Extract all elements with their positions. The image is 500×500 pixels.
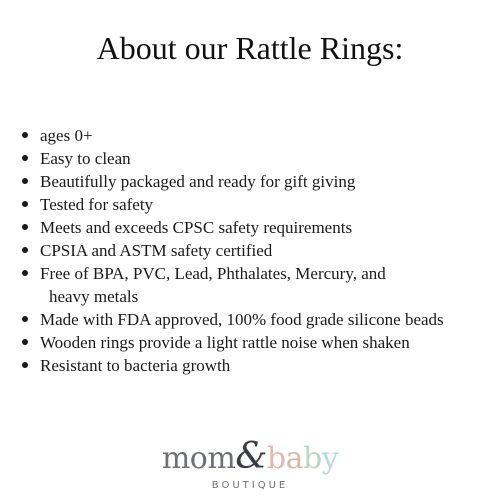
list-item — [22, 239, 492, 262]
list-item — [22, 193, 492, 216]
bullet-icon — [22, 155, 28, 161]
list-item-text: Made with FDA approved, 100% food grade silicone beads — [40, 310, 444, 329]
list-item — [22, 170, 492, 193]
logo-letter-b: b — [266, 441, 286, 476]
list-item-text: Tested for safety — [40, 195, 154, 214]
list-item-text: CPSIA and ASTM safety certified — [40, 241, 273, 260]
bullet-icon — [22, 316, 28, 322]
list-item — [22, 354, 492, 377]
list-item-text: Resistant to bacteria growth — [40, 356, 231, 375]
logo-letter-a: a — [285, 441, 303, 476]
logo-word-mom: mom — [161, 441, 236, 476]
list-item — [22, 331, 492, 354]
list-item — [22, 308, 492, 331]
list-item-text: Beautifully packaged and ready for gift giving — [40, 172, 356, 191]
list-item-text: Meets and exceeds CPSC safety requirements — [40, 218, 353, 237]
bullet-icon — [22, 247, 28, 253]
feature-list — [22, 124, 492, 377]
logo-ampersand: & — [235, 436, 267, 477]
bullet-icon — [22, 362, 28, 368]
brand-logo — [0, 436, 500, 492]
page-title: About our Rattle Rings: — [96, 30, 404, 66]
logo-letter-b2: b — [302, 441, 322, 476]
bullet-icon — [22, 201, 28, 207]
logo-subtitle: BOUTIQUE — [211, 480, 289, 491]
logo-wordmark — [0, 436, 500, 477]
bullet-icon — [22, 339, 28, 345]
bullet-icon — [22, 224, 28, 230]
list-item-text: Wooden rings provide a light rattle noise when shaken — [40, 333, 410, 352]
list-item-text: ages 0+ — [40, 126, 93, 145]
list-item-text: Free of BPA, PVC, Lead, Phthalates, Mercury, and — [40, 264, 386, 283]
bullet-icon — [22, 132, 28, 138]
list-item — [22, 124, 492, 147]
bullet-icon — [22, 270, 28, 276]
list-item-continuation: heavy metals — [49, 287, 139, 306]
logo-letter-y: y — [321, 441, 339, 476]
list-item — [22, 216, 492, 239]
list-item-text: Easy to clean — [40, 149, 131, 168]
list-item — [22, 147, 492, 170]
list-item — [22, 262, 492, 308]
bullet-icon — [22, 178, 28, 184]
